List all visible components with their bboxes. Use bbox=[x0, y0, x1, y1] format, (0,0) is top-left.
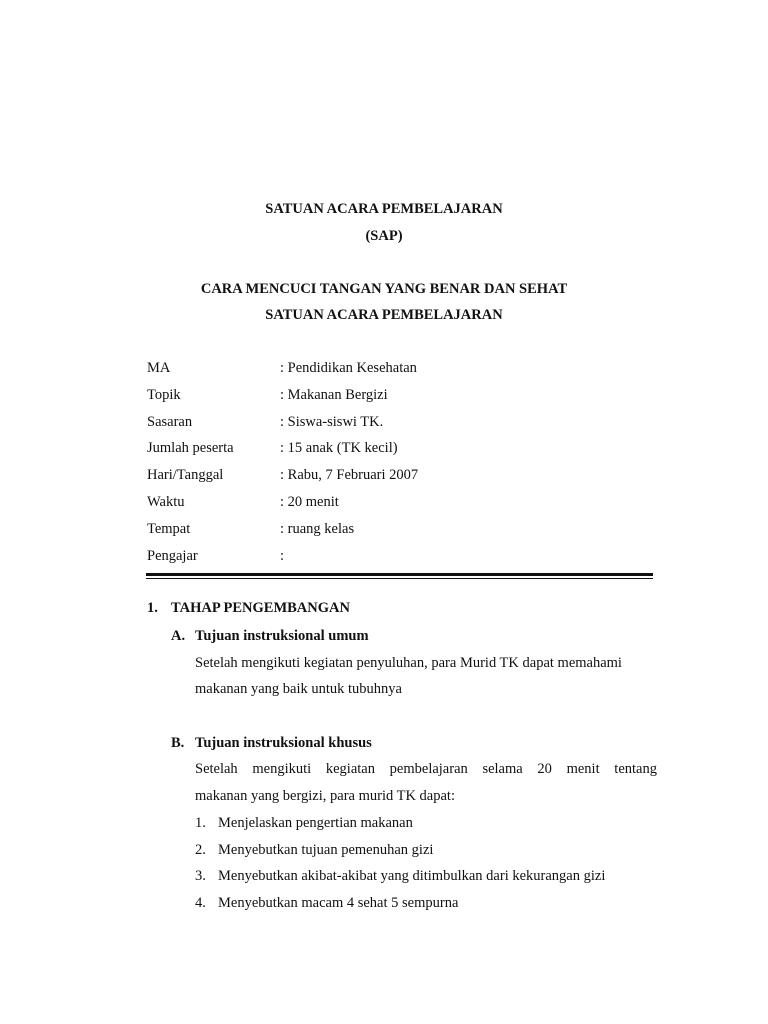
info-row-sasaran bbox=[147, 414, 647, 434]
divider-thick bbox=[146, 573, 653, 576]
info-row-ma bbox=[147, 360, 647, 380]
info-row-topik bbox=[147, 387, 647, 407]
info-value: : Siswa-siswi TK. bbox=[280, 414, 384, 430]
info-label: Tempat bbox=[147, 521, 191, 537]
subsection-a-text-line1: Setelah mengikuti kegiatan penyuluhan, para Murid TK dapat memahami bbox=[195, 655, 622, 671]
info-value: : Makanan Bergizi bbox=[280, 387, 388, 403]
document-abbreviation: (SAP) bbox=[365, 228, 403, 244]
list-item-number: 2. bbox=[195, 842, 206, 858]
info-label: Hari/Tanggal bbox=[147, 467, 224, 483]
subsection-b-text-line2: makanan yang bergizi, para murid TK dapat: bbox=[195, 788, 455, 804]
info-label: Topik bbox=[147, 387, 181, 403]
info-value: : bbox=[280, 548, 285, 564]
info-label: MA bbox=[147, 360, 171, 376]
list-item-number: 4. bbox=[195, 895, 206, 911]
info-row-tempat bbox=[147, 521, 647, 541]
list-item-number: 1. bbox=[195, 815, 206, 831]
info-row-waktu bbox=[147, 494, 647, 514]
info-value: : Rabu, 7 Februari 2007 bbox=[280, 467, 419, 483]
list-item-text: Menyebutkan tujuan pemenuhan gizi bbox=[218, 842, 434, 858]
document-subtitle: SATUAN ACARA PEMBELAJARAN bbox=[265, 307, 503, 323]
subsection-a-text-line2: makanan yang baik untuk tubuhnya bbox=[195, 681, 402, 697]
info-row-hari-tanggal bbox=[147, 467, 647, 487]
info-label: Sasaran bbox=[147, 414, 193, 430]
section-number: 1. bbox=[147, 600, 158, 616]
info-label: Pengajar bbox=[147, 548, 198, 564]
info-value: : 15 anak (TK kecil) bbox=[280, 440, 398, 456]
section-heading: TAHAP PENGEMBANGAN bbox=[171, 600, 350, 616]
info-row-jumlah-peserta bbox=[147, 440, 647, 460]
subsection-b-text-line1: Setelah mengikuti kegiatan pembelajaran selama 20 menit tentang bbox=[195, 761, 657, 777]
document-topic-title: CARA MENCUCI TANGAN YANG BENAR DAN SEHAT bbox=[200, 281, 568, 297]
info-value: : Pendidikan Kesehatan bbox=[280, 360, 417, 376]
divider-thin bbox=[146, 578, 653, 579]
list-item-text: Menyebutkan akibat-akibat yang ditimbulkan dari kekurangan gizi bbox=[218, 868, 606, 884]
info-label: Waktu bbox=[147, 494, 185, 510]
document-title: SATUAN ACARA PEMBELAJARAN bbox=[265, 201, 503, 217]
list-item-number: 3. bbox=[195, 868, 206, 884]
subsection-a-heading: Tujuan instruksional umum bbox=[195, 628, 369, 644]
list-item-text: Menjelaskan pengertian makanan bbox=[218, 815, 413, 831]
info-label: Jumlah peserta bbox=[147, 440, 234, 456]
info-value: : 20 menit bbox=[280, 494, 339, 510]
info-value: : ruang kelas bbox=[280, 521, 355, 537]
subsection-a-letter: A. bbox=[171, 628, 186, 644]
subsection-b-letter: B. bbox=[171, 735, 185, 751]
info-row-pengajar bbox=[147, 548, 647, 568]
subsection-b-heading: Tujuan instruksional khusus bbox=[195, 735, 372, 751]
list-item-text: Menyebutkan macam 4 sehat 5 sempurna bbox=[218, 895, 459, 911]
